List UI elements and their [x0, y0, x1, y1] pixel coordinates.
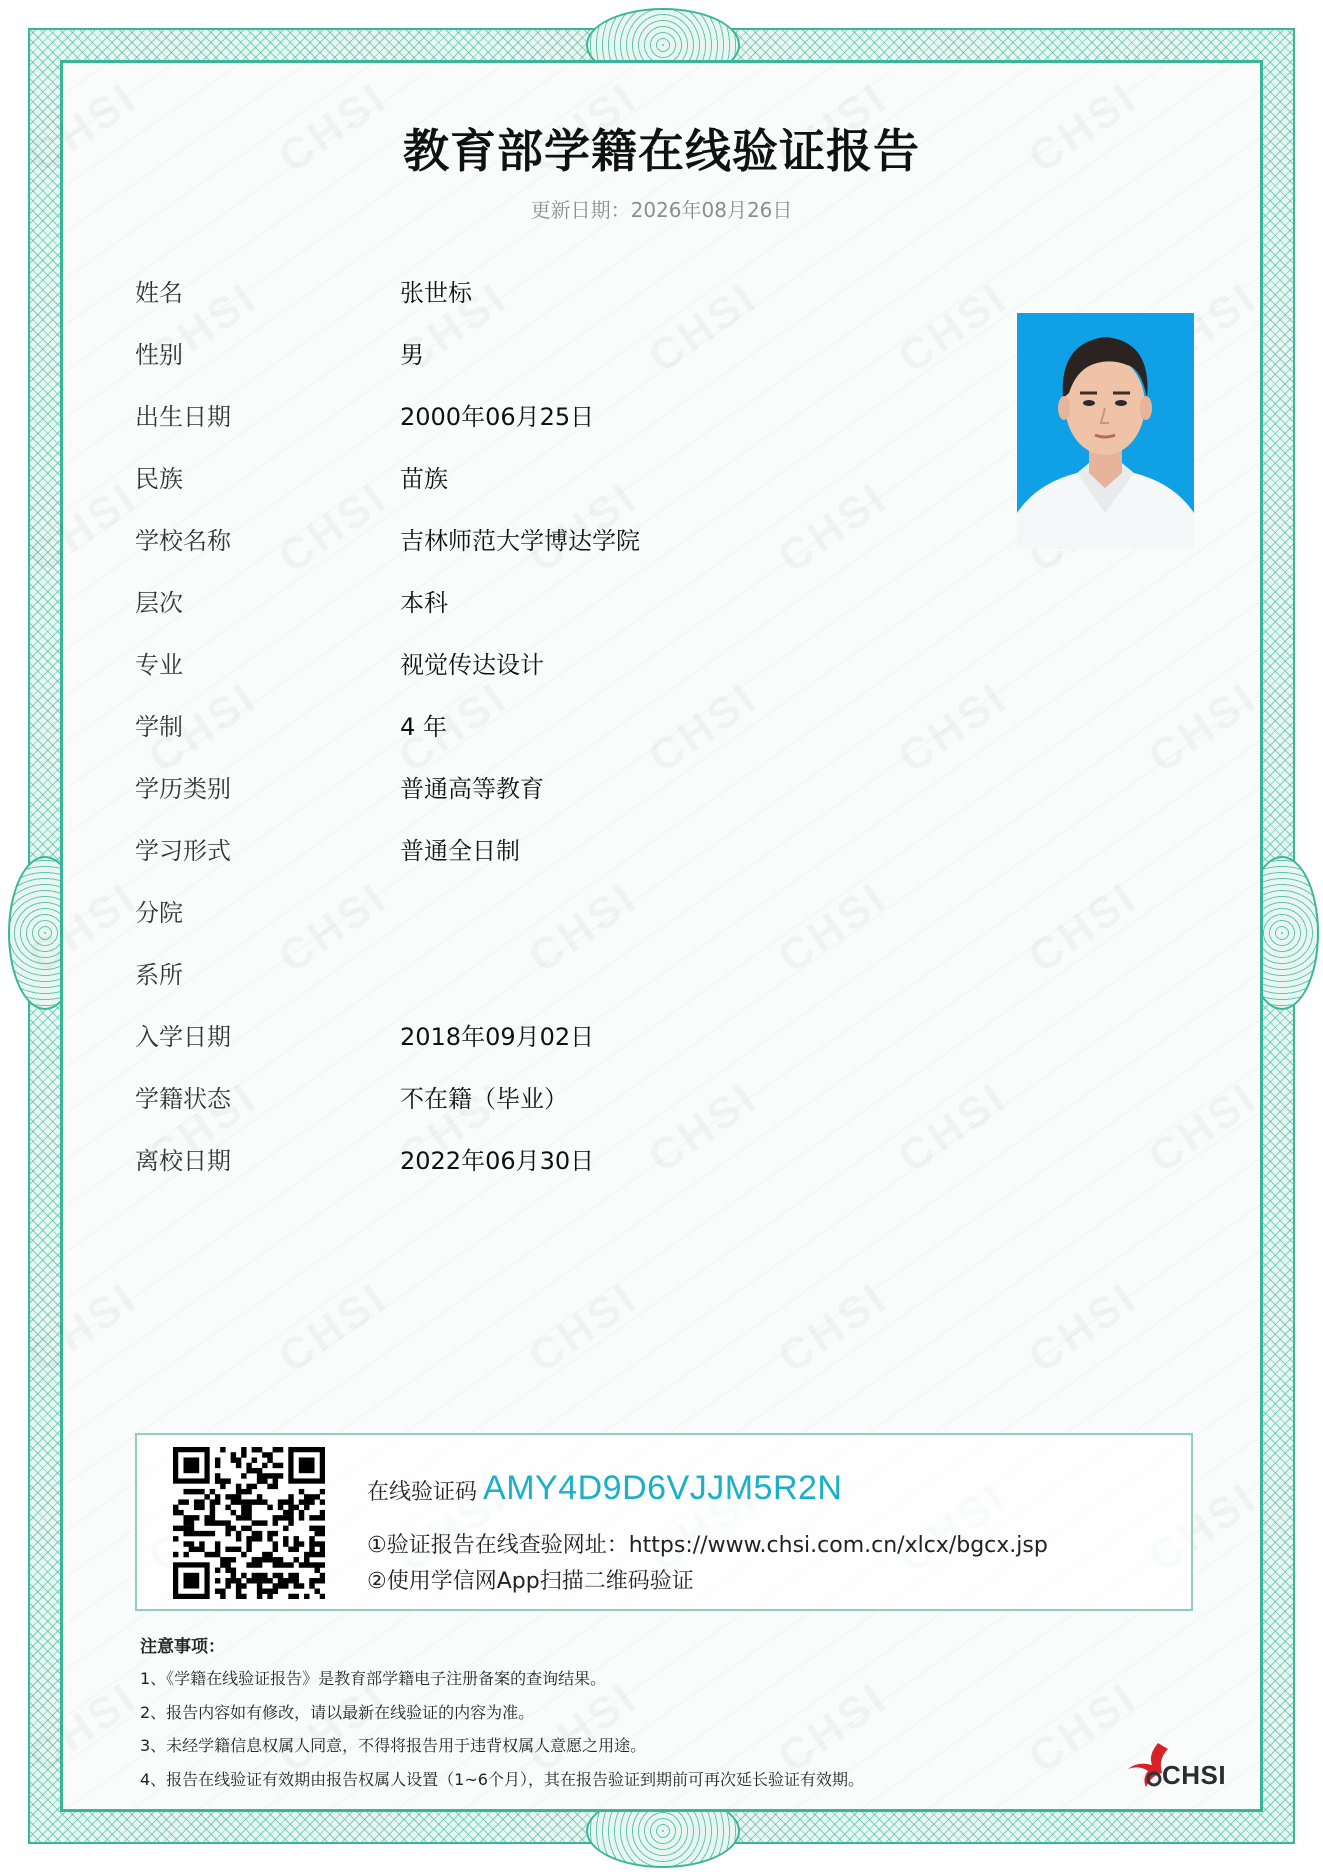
verification-code: AMY4D9D6VJJM5R2N — [483, 1469, 843, 1507]
field-label: 学制 — [135, 712, 183, 741]
field-label: 系所 — [135, 960, 183, 989]
verification-url-instruction: ①验证报告在线查验网址：https://www.chsi.com.cn/xlcx/bgcx.jsp — [367, 1533, 1048, 1558]
watermark — [640, 1073, 768, 1183]
field-value: 4 年 — [400, 712, 447, 741]
field-value: 本科 — [400, 588, 448, 617]
field-row-birthdate — [135, 394, 594, 434]
watermark — [890, 273, 1018, 383]
watermark — [890, 1073, 1018, 1183]
field-value: 张世标 — [400, 278, 472, 307]
field-label: 专业 — [135, 650, 183, 679]
field-row-leave-date — [135, 1138, 594, 1178]
field-label: 姓名 — [135, 278, 183, 307]
field-row-enrollment-date — [135, 1014, 594, 1054]
field-label: 学习形式 — [135, 836, 231, 865]
field-value: 男 — [400, 340, 424, 369]
field-value: 2018年09月02日 — [400, 1022, 595, 1051]
chsi-logo-text: CHSI — [1162, 1760, 1227, 1790]
field-row-name — [135, 270, 472, 310]
field-row-education-type — [135, 766, 544, 806]
field-value: 苗族 — [400, 464, 448, 493]
field-row-ethnicity — [135, 456, 448, 496]
student-photo — [1017, 313, 1194, 549]
field-label: 离校日期 — [135, 1146, 231, 1175]
field-label: 分院 — [135, 898, 183, 927]
note-item: 1、《学籍在线验证报告》是教育部学籍电子注册备案的查询结果。 — [140, 1669, 607, 1688]
verification-code-line — [367, 1469, 842, 1508]
watermark — [1020, 873, 1148, 983]
note-item: 2、报告内容如有修改，请以最新在线验证的内容为准。 — [140, 1703, 535, 1722]
field-value: 吉林师范大学博达学院 — [400, 526, 640, 555]
report-title: 教育部学籍在线验证报告 — [403, 124, 920, 178]
watermark — [890, 673, 1018, 783]
field-value: 视觉传达设计 — [400, 650, 544, 679]
field-value: 普通全日制 — [400, 836, 520, 865]
field-value: 2000年06月25日 — [400, 402, 595, 431]
note-item: 3、未经学籍信息权属人同意，不得将报告用于违背权属人意愿之用途。 — [140, 1736, 647, 1755]
field-label: 学历类别 — [135, 774, 231, 803]
watermark — [770, 473, 898, 583]
watermark — [640, 673, 768, 783]
watermark — [1140, 673, 1268, 783]
field-row-department — [135, 952, 400, 992]
field-value: 2022年06月30日 — [400, 1146, 595, 1175]
field-label: 层次 — [135, 588, 183, 617]
field-row-study-mode — [135, 828, 520, 868]
field-row-gender — [135, 332, 424, 372]
update-date: 更新日期：2026年08月26日 — [530, 198, 793, 222]
field-label: 性别 — [135, 340, 183, 369]
field-label: 入学日期 — [135, 1022, 231, 1051]
verification-panel — [135, 1433, 1193, 1611]
qr-code-icon[interactable] — [173, 1447, 325, 1599]
verification-app-instruction: ②使用学信网App扫描二维码验证 — [367, 1569, 694, 1594]
note-item: 4、报告在线验证有效期由报告权属人设置（1~6个月），其在报告验证到期前可再次延长验证有效期。 — [140, 1770, 864, 1789]
field-label: 民族 — [135, 464, 183, 493]
field-row-status — [135, 1076, 568, 1116]
watermark — [270, 1273, 398, 1383]
field-value: 普通高等教育 — [400, 774, 544, 803]
field-row-duration — [135, 704, 447, 744]
watermark — [520, 1273, 648, 1383]
watermark — [1140, 1073, 1268, 1183]
watermark — [640, 273, 768, 383]
notes-title: 注意事项： — [140, 1637, 225, 1657]
field-value: 不在籍（毕业） — [400, 1084, 568, 1113]
watermark — [1020, 1273, 1148, 1383]
watermark — [770, 1273, 898, 1383]
field-label: 学校名称 — [135, 526, 231, 555]
field-label: 出生日期 — [135, 402, 231, 431]
field-label: 学籍状态 — [135, 1084, 231, 1113]
watermark — [770, 873, 898, 983]
verification-code-label: 在线验证码 — [367, 1480, 478, 1505]
field-row-branch — [135, 890, 400, 930]
field-row-school — [135, 518, 640, 558]
field-row-level — [135, 580, 448, 620]
watermark — [520, 873, 648, 983]
field-row-major — [135, 642, 544, 682]
